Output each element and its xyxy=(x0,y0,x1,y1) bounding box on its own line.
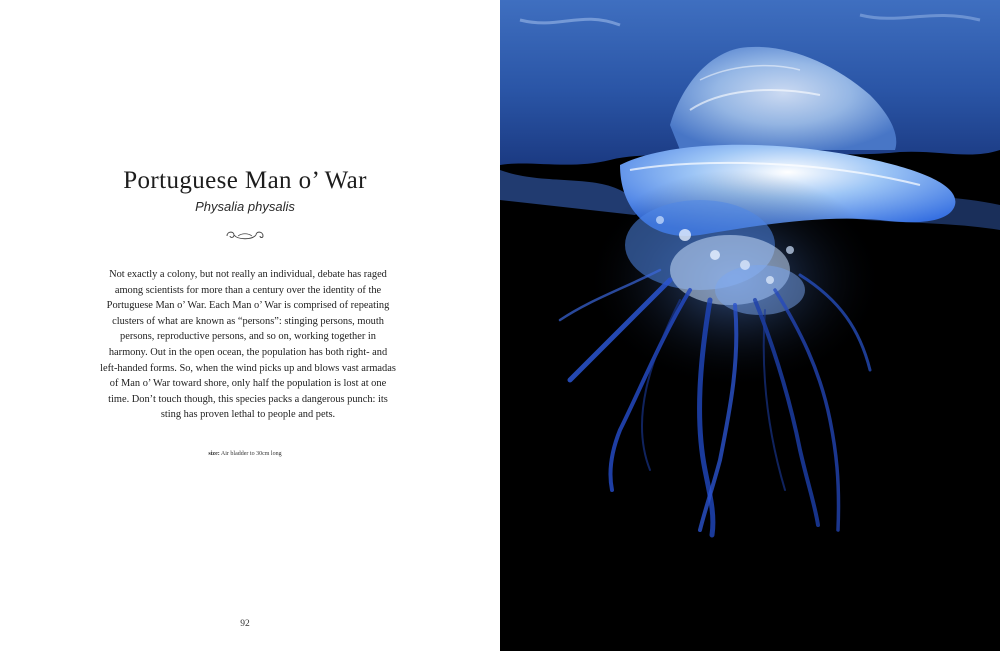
flourish-ornament-icon xyxy=(224,228,266,244)
size-label: size: xyxy=(208,451,220,457)
size-value: Air bladder to 30cm long xyxy=(220,451,282,457)
description-paragraph: Not exactly a colony, but not really an individual, debate has raged among scientists for more than a century over the identity of the Portuguese Man o’ War. Each Man o’ War is comprised of repeating clusters of what are known as “persons”: stinging persons, mouth persons, reproductive persons, and so on, working together in harmony. Out in the open ocean, the population has both right- and left-handed forms. So, when the wind picks up and blows vast armadas of Man o’ War toward shore, only half the population is lost at one time. Don’t touch though, this species packs a dangerous punch: its sting has proven lethal to people and pets. xyxy=(100,269,396,421)
species-title: Portuguese Man o’ War xyxy=(123,167,367,194)
man-o-war-photo xyxy=(500,0,1000,651)
photo-page xyxy=(500,0,1000,651)
size-note xyxy=(0,451,490,457)
scientific-name: Physalia physalis xyxy=(195,199,295,214)
page-number: 92 xyxy=(240,619,250,629)
